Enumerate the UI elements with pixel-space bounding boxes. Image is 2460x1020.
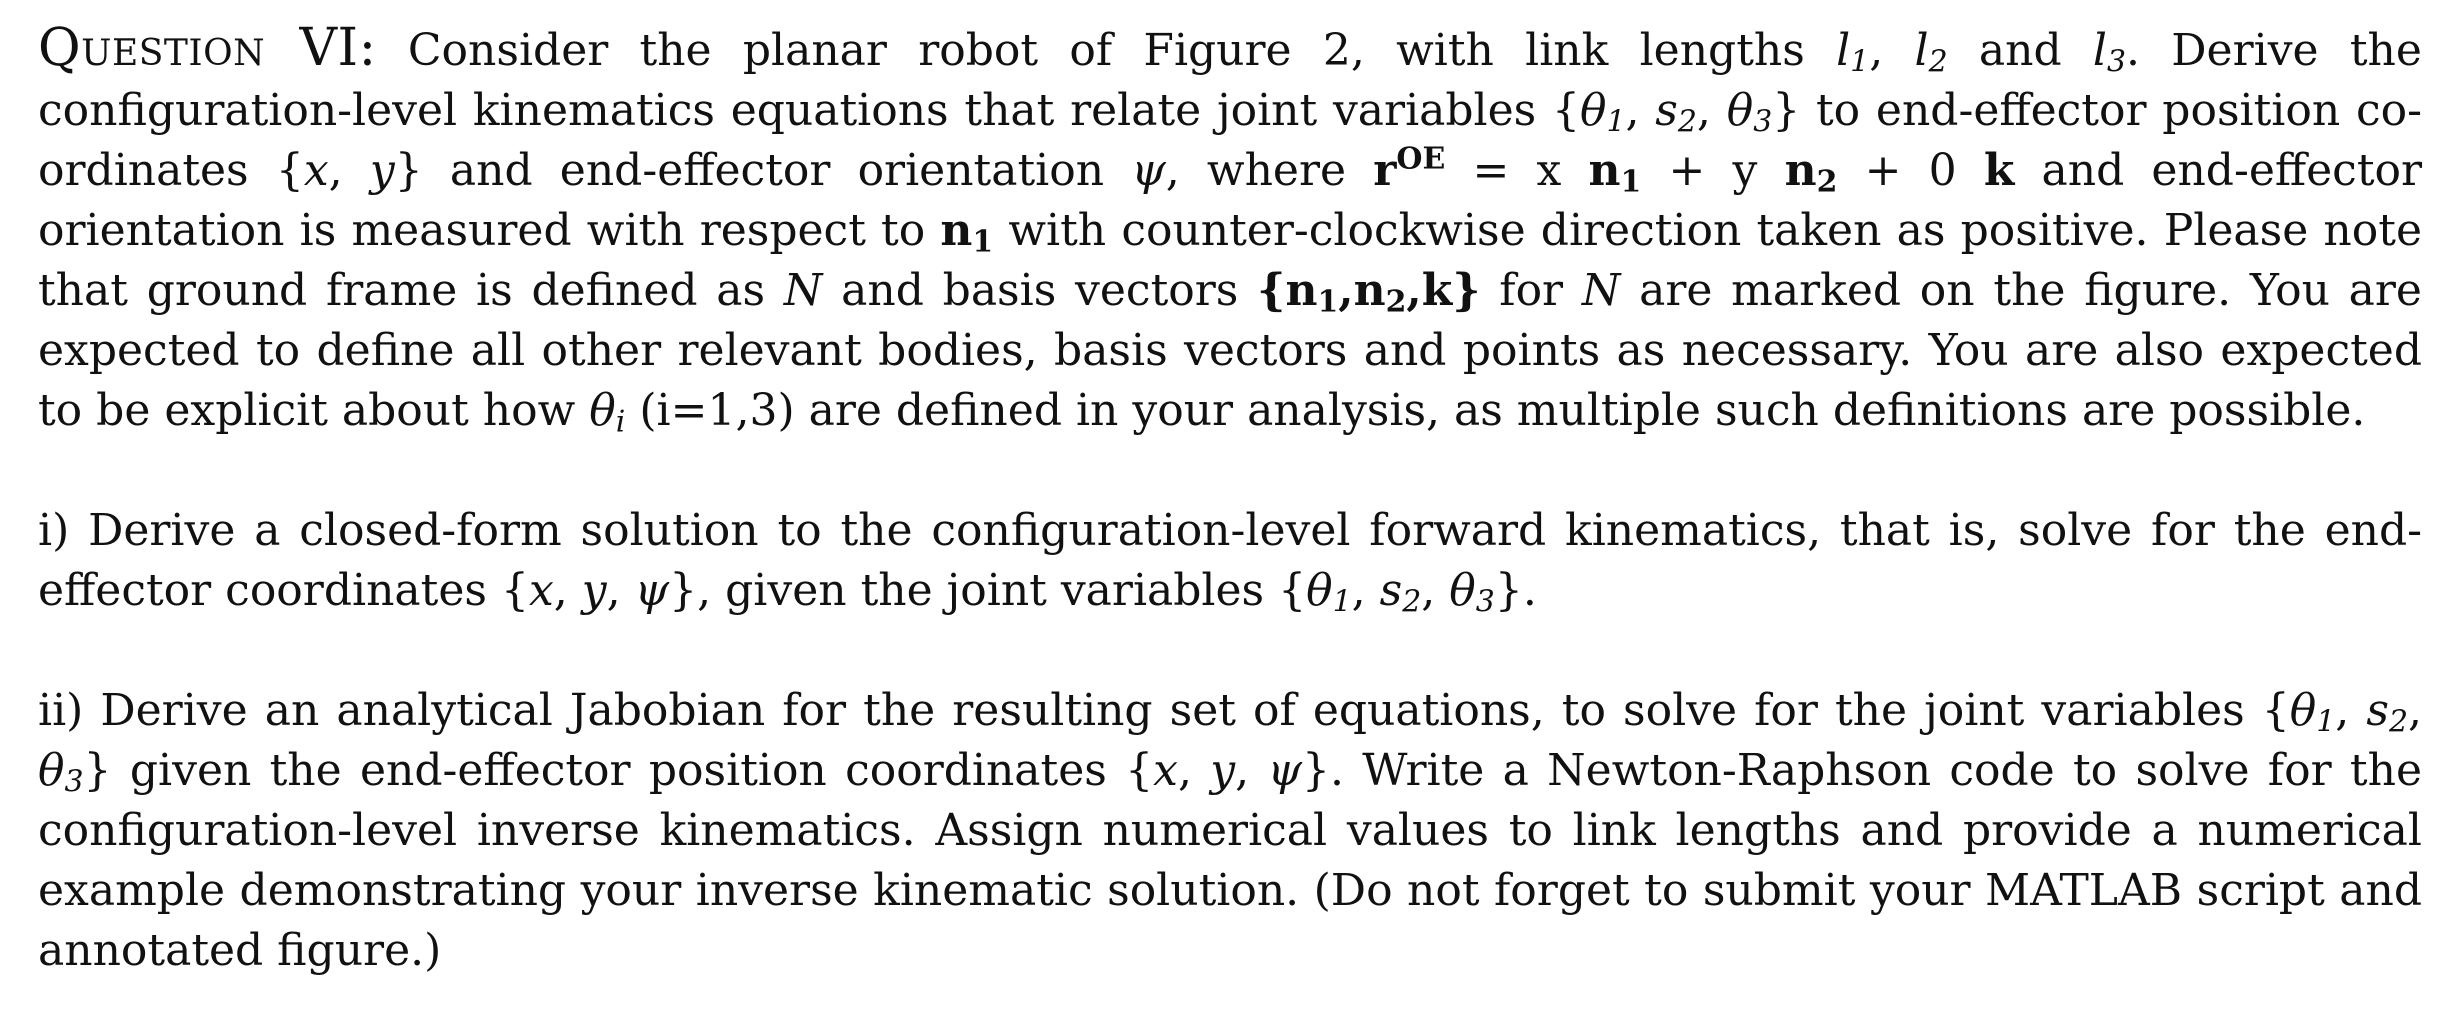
part-i-end: . xyxy=(1522,565,1537,616)
joint-variable-set: {θ1, s2, θ3} xyxy=(1552,85,1801,140)
question-text-10: (i=1,3) are defined in your analysis, as multiple such definitions are possible. xyxy=(639,385,2366,436)
question-text-2: . Derive the configuration-level kinematics equations that relate joint variables xyxy=(38,25,2422,136)
question-text-4: and end-effector orientation xyxy=(449,145,1105,196)
question-text-3: to end-effector position co-ordinates xyxy=(38,85,2422,196)
frame-N-2: N xyxy=(1581,265,1621,316)
end-effector-set-2: {x, y, ψ} xyxy=(1125,745,1330,796)
question-text-1: Consider the planar robot of Figure 2, with link lengths xyxy=(407,25,1805,76)
end-effector-set: {x, y, ψ} xyxy=(500,565,698,616)
joint-variable-set-3: {θ1, s2, θ3} xyxy=(38,685,2422,800)
question-text-9: are marked on the figure. You are expected to define all other relevant bodies, basis vectors and points as necessary. You are also expected to be explicit about how xyxy=(38,265,2422,436)
basis-vector-set: {n1,n2,k} xyxy=(1257,265,1481,320)
part-i-mid: , given the joint variables xyxy=(697,565,1265,616)
part-i-lead: i) Derive a closed-form solution to the configuration-level forward kinematics, that is, solve for the end-effector coordinates xyxy=(38,505,2422,616)
question-text-5: , where xyxy=(1165,145,1347,196)
question-paragraph: Question VI: Consider the planar robot of Figure 2, with link lengths l1, l2 and l3. Derive the configuration-level kinematics equations that relate joint variables {θ1, s2, θ3} to end-effector position co-ordinates {x, y} and end-effector orientation ψ, where $r^{OE} = x$ n1 + y n2 + 0 k and end-effector orientation is measured with respect to n1 with counter-clockwise direction taken as positive. Please note that ground frame is defined as N and basis vectors {n1,n2,k} for N are marked on the figure. You are expected to define all other relevant bodies, basis vectors and points as necessary. You are also expected to be explicit about how θi (i=1,3) are defined in your analysis, as multiple such definitions are possible. xyxy=(38,18,2423,440)
orientation-psi: ψ xyxy=(1131,145,1166,196)
question-title: Question VI: xyxy=(38,18,377,78)
part-ii-mid: given the end-effector position coordinates xyxy=(129,745,1107,796)
joint-angle-theta-i: θi xyxy=(589,385,626,440)
part-ii-rest: . Write a Newton-Raphson code to solve for the configuration-level inverse kinematics. Assign numerical values to link lengths and provide a numerical example demonstrating your inverse kinematic solution. (Do not forget to submit your MATLAB script and annotated figure.) xyxy=(38,745,2422,976)
question-text-7: with counter-clockwise direction taken as positive. Please note that ground frame is defined as xyxy=(38,205,2422,316)
part-ii-lead: ii) Derive an analytical Jabobian for the resulting set of equations, to solve for the joint variables xyxy=(38,685,2245,736)
joint-variable-set-2: {θ1, s2, θ3} xyxy=(1278,565,1523,620)
basis-vector-n1: n1 xyxy=(940,205,994,260)
link-length-l1: l1 xyxy=(1836,25,1870,80)
link-length-l2: l2 xyxy=(1914,25,1948,80)
position-vector-equation: $r^{OE} = x$ n1 + y n2 + 0 k xyxy=(1373,141,2015,200)
question-text-8: and basis vectors xyxy=(841,265,1239,316)
frame-N: N xyxy=(783,265,823,316)
part-ii-paragraph xyxy=(38,681,2422,981)
position-set: {x, y} xyxy=(275,145,423,196)
link-length-l3: l3 xyxy=(2092,25,2127,80)
part-i-paragraph xyxy=(38,501,2422,621)
question-text-6: and end-effector orientation is measured with respect to xyxy=(38,145,2423,256)
